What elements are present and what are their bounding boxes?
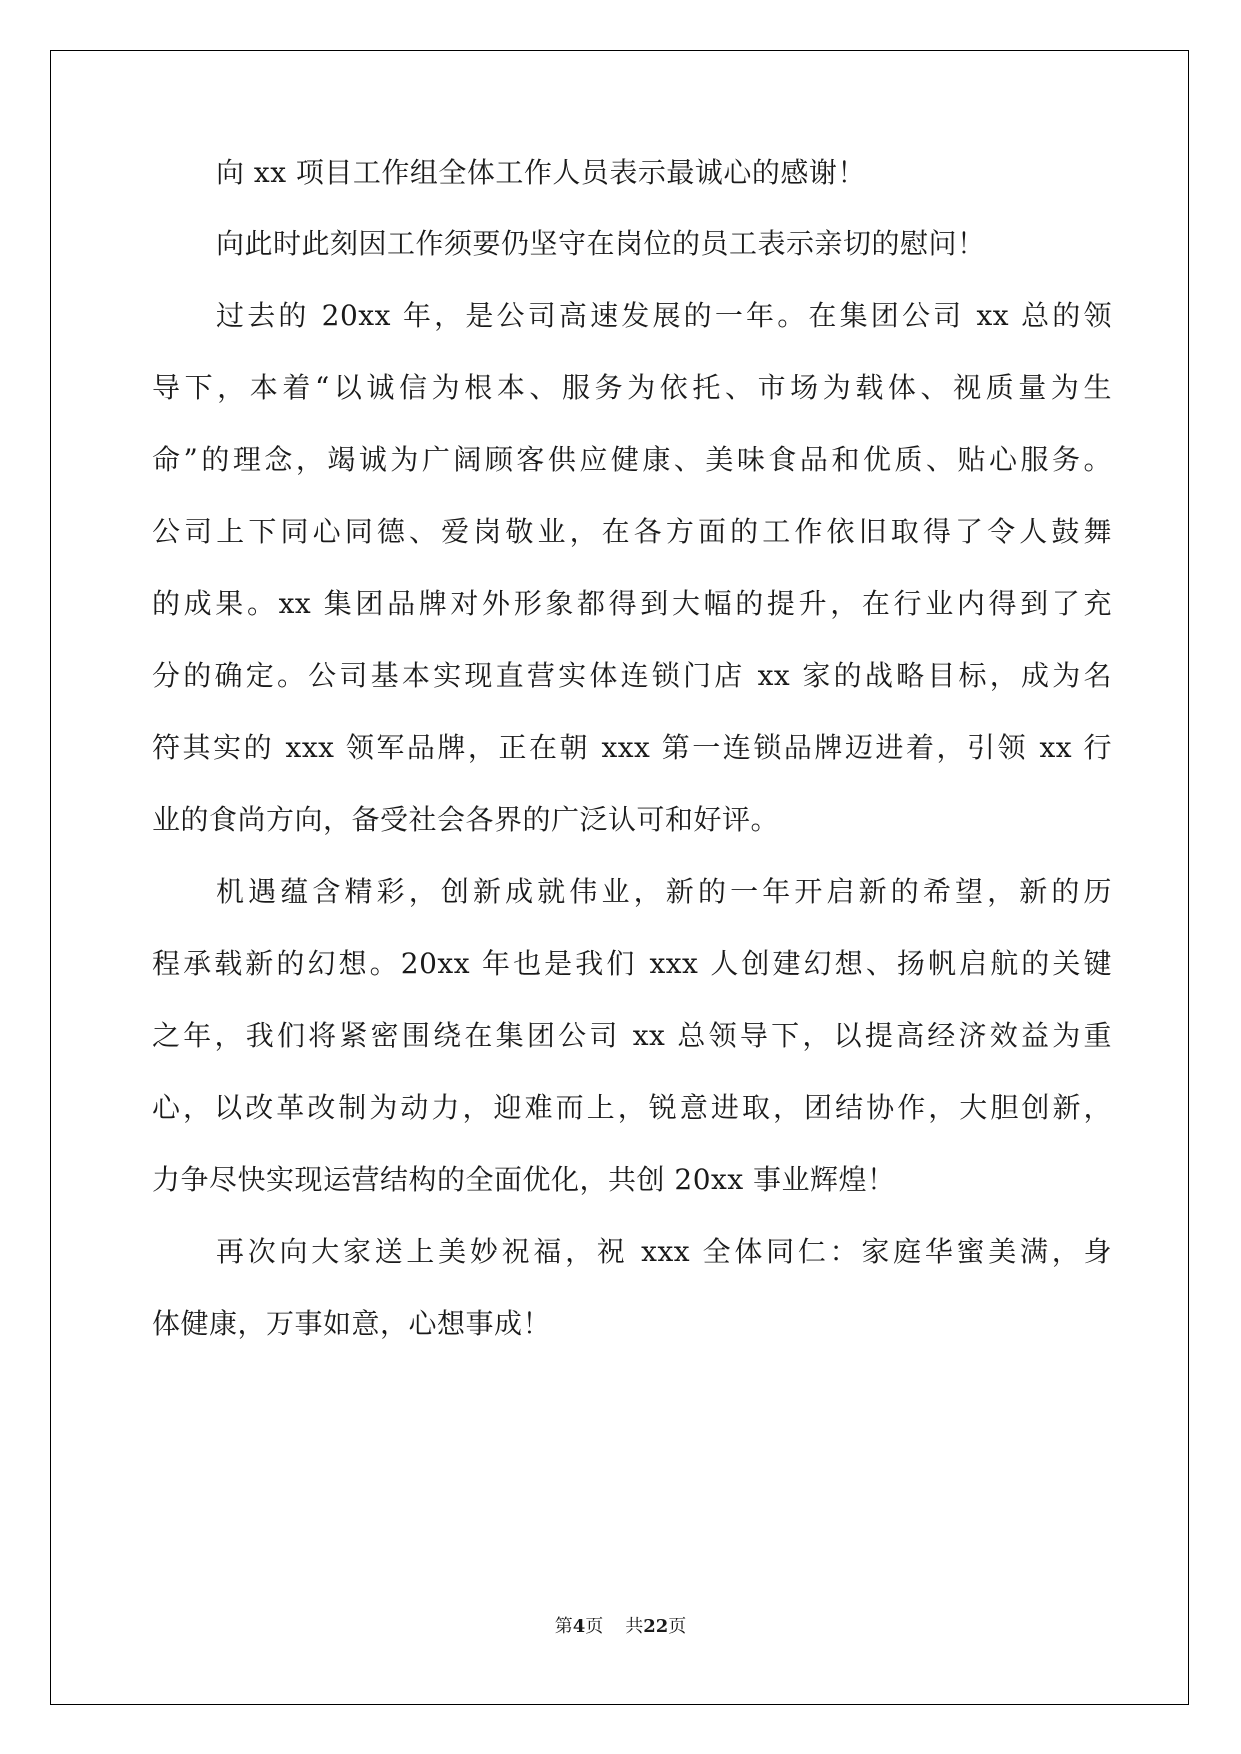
paragraph-3-line-6: 分的确定。公司基本实现直营实体连锁门店 xx 家的战略目标，成为名 [152, 659, 1112, 692]
total-prefix: 共 [625, 1616, 644, 1637]
paragraph-4-line-4: 心，以改革改制为动力，迎难而上，锐意进取，团结协作，大胆创新， [152, 1091, 1112, 1124]
page-prefix: 第 [554, 1616, 573, 1637]
paragraph-3-line-8: 业的食尚方向，备受社会各界的广泛认可和好评。 [152, 803, 780, 836]
total-pages: 22 [643, 1616, 669, 1637]
paragraph-3-line-3: 命”的理念，竭诚为广阔顾客供应健康、美味食品和优质、贴心服务。 [152, 443, 1112, 476]
paragraph-4-line-5: 力争尽快实现运营结构的全面优化，共创 20xx 事业辉煌！ [152, 1163, 896, 1196]
page-suffix: 页 [585, 1616, 604, 1637]
total-suffix: 页 [668, 1616, 687, 1637]
paragraph-4-line-2: 程承载新的幻想。20xx 年也是我们 xxx 人创建幻想、扬帆启航的关键 [152, 947, 1112, 980]
paragraph-4-line-1: 机遇蕴含精彩，创新成就伟业，新的一年开启新的希望，新的历 [216, 875, 1112, 908]
paragraph-3-line-4: 公司上下同心同德、爱岗敬业，在各方面的工作依旧取得了令人鼓舞 [152, 515, 1112, 548]
paragraph-3-line-2: 导下，本着“以诚信为根本、服务为依托、市场为载体、视质量为生 [152, 371, 1112, 404]
paragraph-5-line-2: 体健康，万事如意，心想事成！ [152, 1307, 552, 1340]
page-number: 4 [572, 1616, 586, 1637]
paragraph-5-line-1: 再次向大家送上美妙祝福，祝 xxx 全体同仁：家庭华蜜美满，身 [216, 1235, 1112, 1268]
page-footer [0, 1615, 1241, 1639]
paragraph-3-line-1: 过去的 20xx 年，是公司高速发展的一年。在集团公司 xx 总的领 [216, 299, 1112, 332]
paragraph-3-line-5: 的成果。xx 集团品牌对外形象都得到大幅的提升，在行业内得到了充 [152, 587, 1112, 620]
paragraph-1-line-1: 向 xx 项目工作组全体工作人员表示最诚心的感谢！ [216, 156, 866, 189]
paragraph-2-line-1: 向此时此刻因工作须要仍坚守在岗位的员工表示亲切的慰问！ [216, 227, 986, 260]
paragraph-4-line-3: 之年，我们将紧密围绕在集团公司 xx 总领导下，以提高经济效益为重 [152, 1019, 1112, 1052]
paragraph-3-line-7: 符其实的 xxx 领军品牌，正在朝 xxx 第一连锁品牌迈进着，引领 xx 行 [152, 731, 1112, 764]
